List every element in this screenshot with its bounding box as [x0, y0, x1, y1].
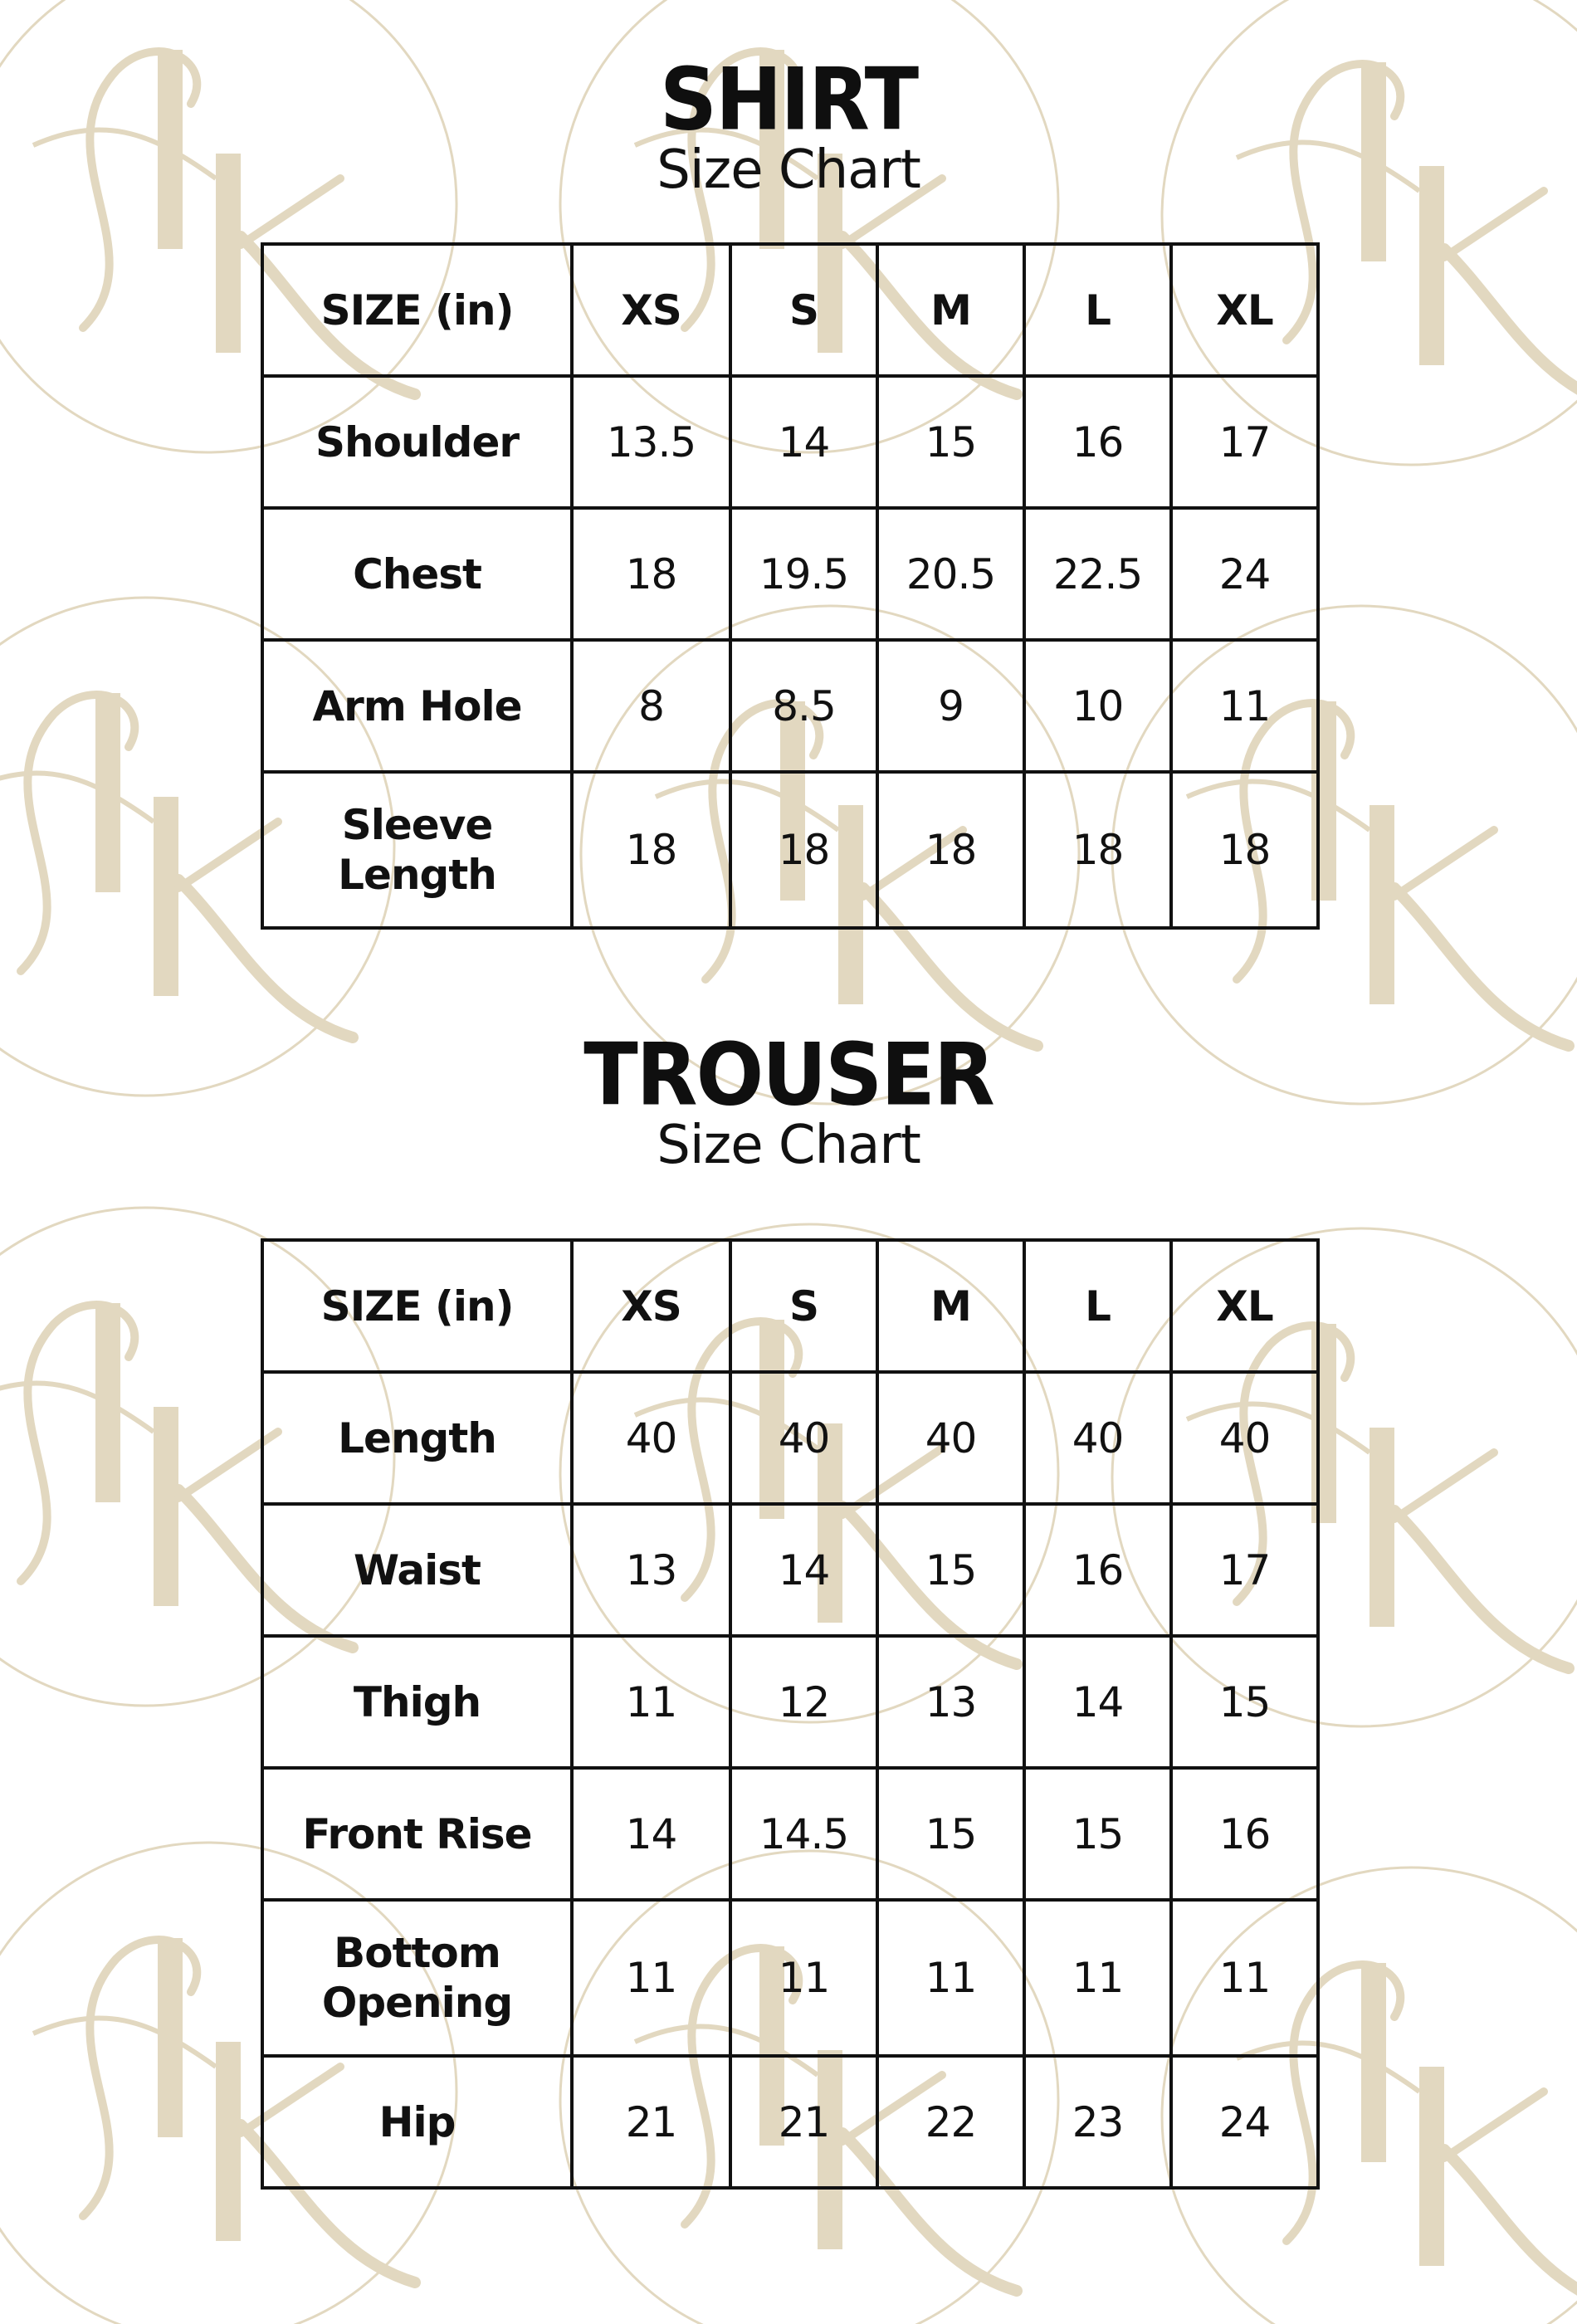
row-label: Chest [262, 508, 572, 640]
cell-value: 8 [572, 640, 730, 772]
cell-value: 15 [1171, 1636, 1318, 1768]
cell-value: 18 [1171, 772, 1318, 928]
table-row [262, 376, 1318, 508]
cell-value: 17 [1171, 376, 1318, 508]
header-size-label: SIZE (in) [262, 244, 572, 376]
table-header-row [262, 1240, 1318, 1372]
cell-value: 9 [877, 640, 1024, 772]
cell-value: 40 [877, 1372, 1024, 1504]
cell-value: 14.5 [730, 1768, 877, 1900]
header-s: S [730, 1240, 877, 1372]
cell-value: 11 [572, 1636, 730, 1768]
cell-value: 16 [1024, 376, 1171, 508]
header-xs: XS [572, 244, 730, 376]
row-label: Hip [262, 2056, 572, 2188]
cell-value: 13.5 [572, 376, 730, 508]
cell-value: 13 [572, 1504, 730, 1636]
table-row [262, 2056, 1318, 2188]
table-row [262, 1504, 1318, 1636]
cell-value: 17 [1171, 1504, 1318, 1636]
cell-value: 11 [1171, 640, 1318, 772]
cell-value: 24 [1171, 2056, 1318, 2188]
cell-value: 18 [572, 508, 730, 640]
header-l: L [1024, 1240, 1171, 1372]
header-s: S [730, 244, 877, 376]
cell-value: 14 [730, 1504, 877, 1636]
row-label: Front Rise [262, 1768, 572, 1900]
cell-value: 15 [877, 1768, 1024, 1900]
cell-value: 15 [1024, 1768, 1171, 1900]
row-label: Thigh [262, 1636, 572, 1768]
header-m: M [877, 1240, 1024, 1372]
trouser-title: TROUSER [583, 1024, 994, 1125]
shirt-heading [0, 49, 1577, 201]
trouser-subtitle: Size Chart [657, 1115, 920, 1176]
cell-value: 14 [730, 376, 877, 508]
table-row [262, 1900, 1318, 2056]
cell-value: 19.5 [730, 508, 877, 640]
cell-value: 18 [730, 772, 877, 928]
cell-value: 21 [572, 2056, 730, 2188]
cell-value: 40 [572, 1372, 730, 1504]
cell-value: 10 [1024, 640, 1171, 772]
cell-value: 11 [572, 1900, 730, 2056]
cell-value: 40 [730, 1372, 877, 1504]
cell-value: 15 [877, 1504, 1024, 1636]
cell-value: 24 [1171, 508, 1318, 640]
cell-value: 16 [1171, 1768, 1318, 1900]
table-row [262, 1768, 1318, 1900]
shirt-size-table [261, 242, 1320, 930]
cell-value: 16 [1024, 1504, 1171, 1636]
cell-value: 11 [730, 1900, 877, 2056]
cell-value: 22 [877, 2056, 1024, 2188]
cell-value: 14 [572, 1768, 730, 1900]
header-xl: XL [1171, 1240, 1318, 1372]
cell-value: 40 [1171, 1372, 1318, 1504]
cell-value: 18 [1024, 772, 1171, 928]
cell-value: 40 [1024, 1372, 1171, 1504]
table-row [262, 1636, 1318, 1768]
table-row [262, 640, 1318, 772]
header-xl: XL [1171, 244, 1318, 376]
table-header-row [262, 244, 1318, 376]
row-label: Sleeve Length [262, 772, 572, 928]
shirt-title: SHIRT [659, 49, 918, 150]
cell-value: 12 [730, 1636, 877, 1768]
cell-value: 8.5 [730, 640, 877, 772]
row-label: Shoulder [262, 376, 572, 508]
header-m: M [877, 244, 1024, 376]
trouser-size-table [261, 1238, 1320, 2190]
cell-value: 14 [1024, 1636, 1171, 1768]
cell-value: 23 [1024, 2056, 1171, 2188]
table-row [262, 1372, 1318, 1504]
cell-value: 13 [877, 1636, 1024, 1768]
row-label: Bottom Opening [262, 1900, 572, 2056]
cell-value: 18 [877, 772, 1024, 928]
cell-value: 22.5 [1024, 508, 1171, 640]
header-size-label: SIZE (in) [262, 1240, 572, 1372]
table-row [262, 508, 1318, 640]
cell-value: 18 [572, 772, 730, 928]
cell-value: 15 [877, 376, 1024, 508]
header-xs: XS [572, 1240, 730, 1372]
row-label: Length [262, 1372, 572, 1504]
header-l: L [1024, 244, 1171, 376]
cell-value: 21 [730, 2056, 877, 2188]
cell-value: 11 [877, 1900, 1024, 2056]
row-label: Waist [262, 1504, 572, 1636]
cell-value: 11 [1171, 1900, 1318, 2056]
table-row [262, 772, 1318, 928]
row-label: Arm Hole [262, 640, 572, 772]
trouser-heading [0, 1024, 1577, 1176]
cell-value: 20.5 [877, 508, 1024, 640]
cell-value: 11 [1024, 1900, 1171, 2056]
shirt-subtitle: Size Chart [657, 139, 920, 201]
